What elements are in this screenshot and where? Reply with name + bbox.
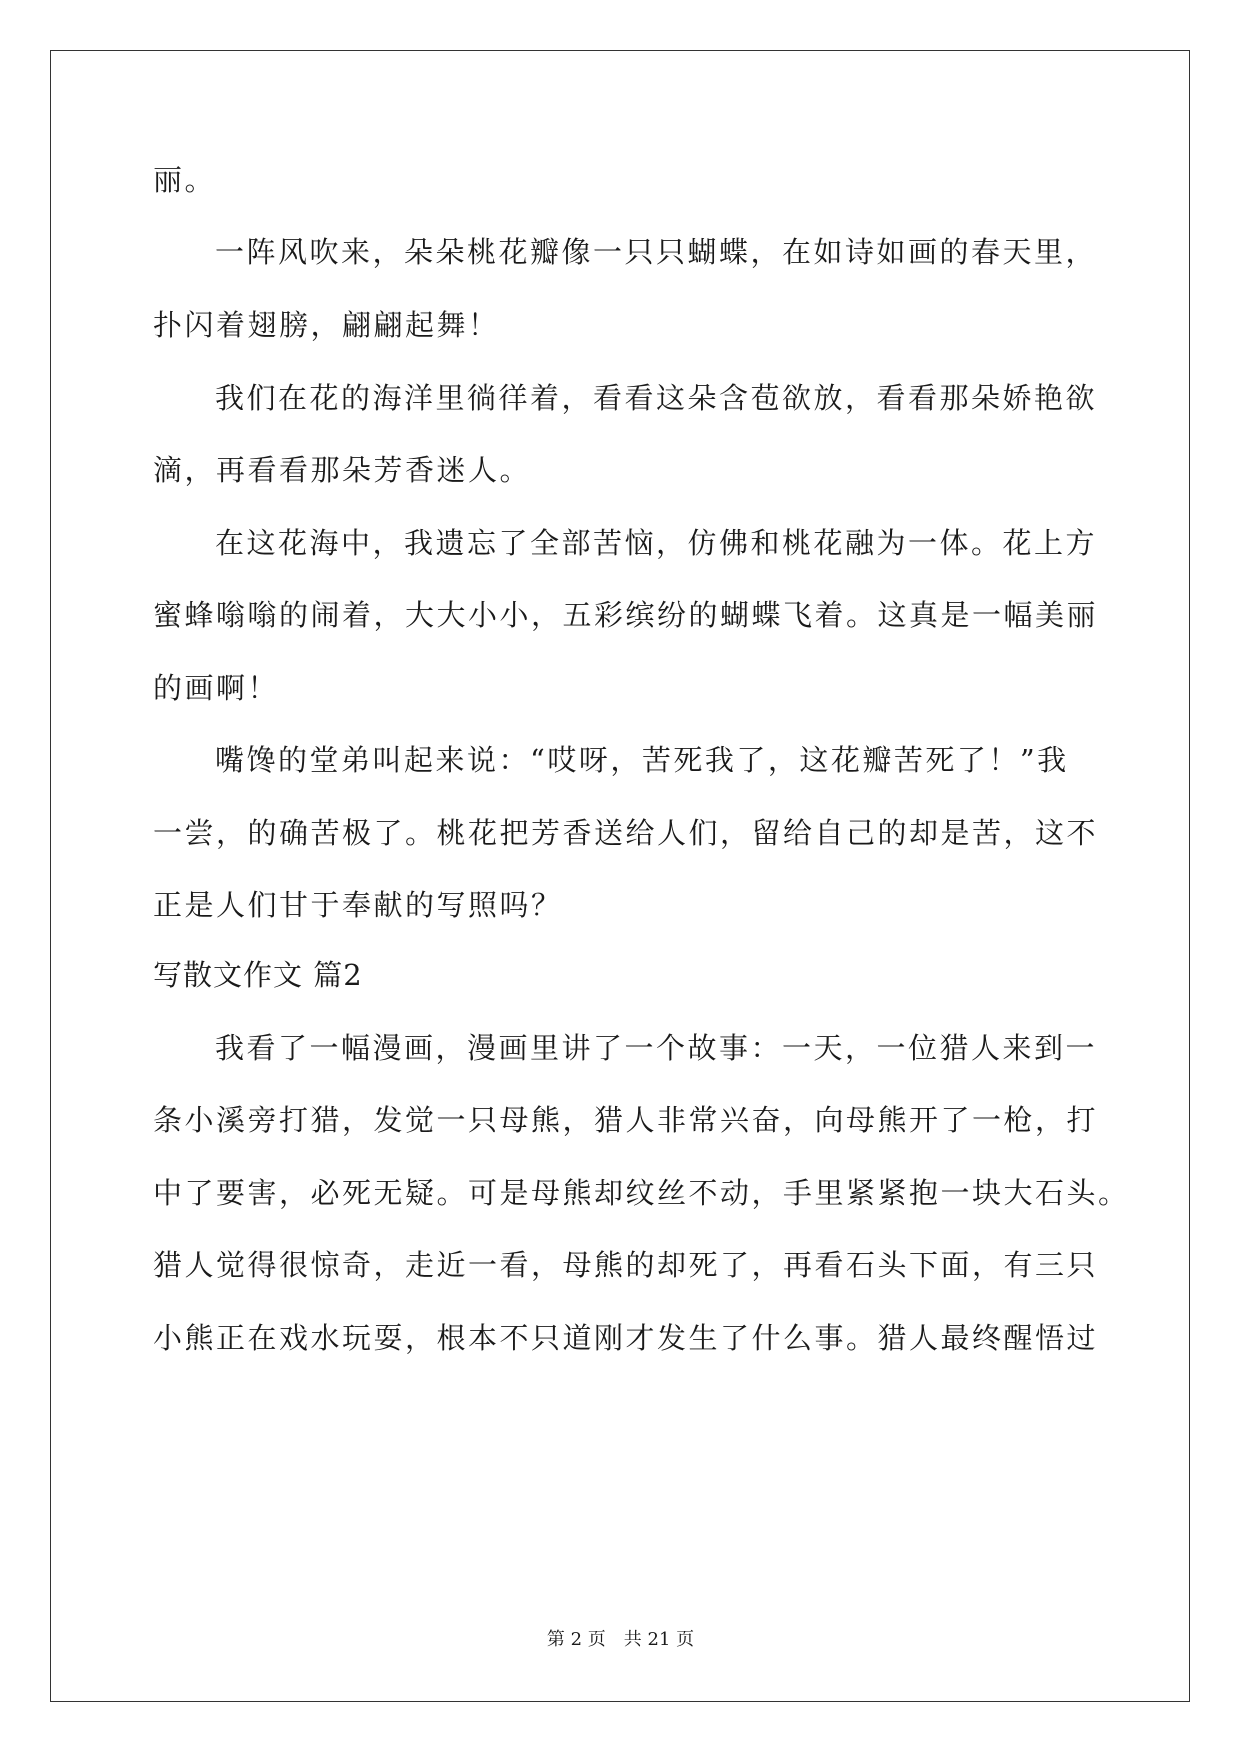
text-line: 正是人们甘于奉献的写照吗？ xyxy=(153,888,563,922)
text-line: 滴，再看看那朵芳香迷人。 xyxy=(153,453,532,487)
text-line: 蜜蜂嗡嗡的闹着，大大小小，五彩缤纷的蝴蝶飞着。这真是一幅美丽 xyxy=(153,598,1099,632)
paragraph-first-line: 嘴馋的堂弟叫起来说：“哎呀，苦死我了，这花瓣苦死了！”我 xyxy=(215,743,1069,777)
text-line: 丽。 xyxy=(153,163,217,197)
paragraph-first-line: 我看了一幅漫画，漫画里讲了一个故事：一天，一位猎人来到一 xyxy=(215,1031,1098,1065)
page-number-footer: 第 2 页 共 21 页 xyxy=(546,1629,695,1650)
text-line: 扑闪着翅膀，翩翩起舞！ xyxy=(153,308,500,342)
paragraph-first-line: 在这花海中，我遗忘了全部苦恼，仿佛和桃花融为一体。花上方 xyxy=(215,526,1098,560)
text-line: 条小溪旁打猎，发觉一只母熊，猎人非常兴奋，向母熊开了一枪，打 xyxy=(153,1103,1099,1137)
paragraph-first-line: 一阵风吹来，朵朵桃花瓣像一只只蝴蝶，在如诗如画的春天里， xyxy=(215,235,1098,269)
text-line: 猎人觉得很惊奇，走近一看，母熊的却死了，再看石头下面，有三只 xyxy=(153,1248,1099,1282)
text-line: 一尝，的确苦极了。桃花把芳香送给人们，留给自己的却是苦，这不 xyxy=(153,816,1099,850)
text-line: 的画啊！ xyxy=(153,671,280,705)
text-line: 中了要害，必死无疑。可是母熊却纹丝不动，手里紧紧抱一块大石头。 xyxy=(153,1176,1130,1210)
text-line: 小熊正在戏水玩耍，根本不只道刚才发生了什么事。猎人最终醒悟过 xyxy=(153,1321,1099,1355)
page-border xyxy=(50,50,1190,1702)
paragraph-first-line: 我们在花的海洋里徜徉着，看看这朵含苞欲放，看看那朵娇艳欲 xyxy=(215,381,1098,415)
section-heading: 写散文作文 篇2 xyxy=(153,958,363,992)
